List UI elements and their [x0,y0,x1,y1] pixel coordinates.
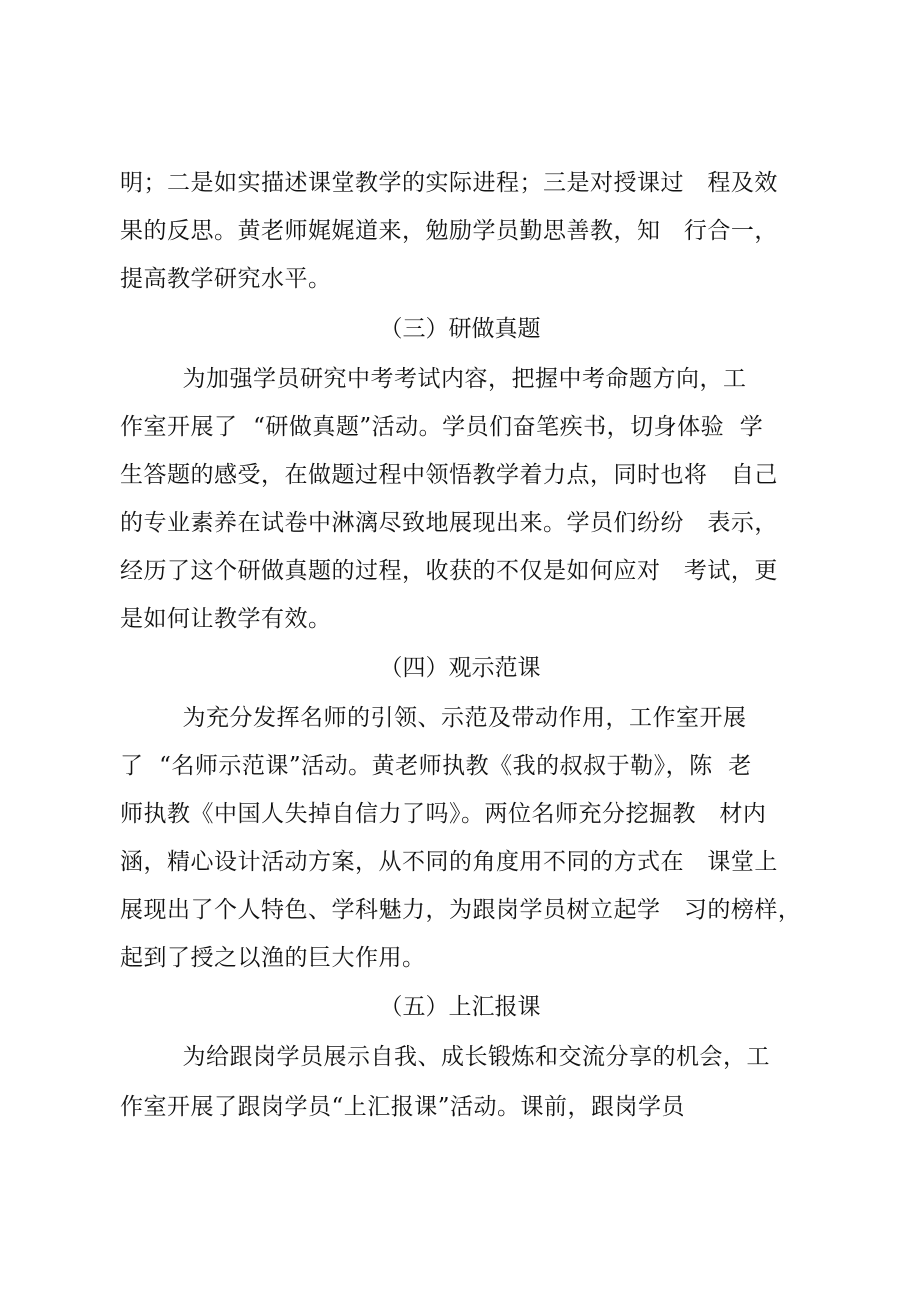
paragraph-line: 作室开展了 “研做真题”活动。学员们奋笔疾书，切身体验 学 [120,414,764,440]
section-heading-5: （五）上汇报课 [379,994,541,1020]
paragraph-line: 涵，精心设计活动方案，从不同的角度用不同的方式在 课堂上 [120,849,778,875]
paragraph-line: 提高教学研究水平。 [120,266,332,292]
paragraph-line: 果的反思。黄老师娓娓道来，勉励学员勤思善教，知 行合一， [120,218,778,244]
paragraph-line: 明；二是如实描述课堂教学的实际进程；三是对授课过 程及效 [120,170,778,196]
paragraph-line: 为加强学员研究中考考试内容，把握中考命题方向，工 [120,366,747,392]
paragraph-line: 展现出了个人特色、学科魅力，为跟岗学员树立起学 习的榜样， [120,897,802,923]
paragraph-line: 为给跟岗学员展示自我、成长锻炼和交流分享的机会，工 [120,1044,770,1070]
section-heading-3: （三）研做真题 [379,316,541,342]
paragraph-line: 作室开展了跟岗学员“上汇报课”活动。课前，跟岗学员 [120,1094,686,1120]
paragraph-line: 起到了授之以渔的巨大作用。 [120,945,426,971]
paragraph-line: 经历了这个研做真题的过程，收获的不仅是如何应对 考试，更 [120,558,778,584]
section-heading-4: （四）观示范课 [379,655,541,681]
paragraph-line: 是如何让教学有效。 [120,606,332,632]
paragraph-line: 生答题的感受，在做题过程中领悟教学着力点，同时也将 自己 [120,462,778,488]
paragraph-line: 为充分发挥名师的引领、示范及带动作用，工作室开展 [120,705,747,731]
paragraph-line: 的专业素养在试卷中淋漓尽致地展现出来。学员们纷纷 表示， [120,510,778,536]
paragraph-line: 师执教《中国人失掉自信力了吗》。两位名师充分挖掘教 材内 [120,801,767,827]
paragraph-line: 了 “名师示范课”活动。黄老师执教《我的叔叔于勒》，陈 老 [120,753,752,779]
